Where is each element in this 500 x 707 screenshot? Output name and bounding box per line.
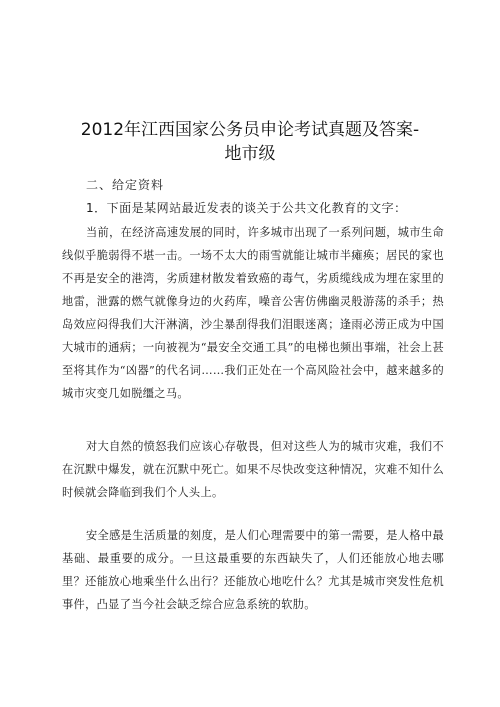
- paragraph-1: 当前，在经济高速发展的同时，许多城市出现了一系列问题，城市生命线似乎脆弱得不堪一击。一场不太大的雨雪就能让城市半瘫痪；居民的家也不再是安全的港湾，劣质建材散发着致癌的毒气，劣质缆线成为埋在家里的地雷，泄露的燃气就像身边的火药库，噪音公害仿佛幽灵般游荡的杀手；热岛效应闷得我们大汗淋漓，沙尘暴刮得我们泪眼迷离；逢雨必涝正成为中国大城市的通病；一向被视为“最安全交通工具”的电梯也频出事端，社会上甚至将其作为“凶器”的代名词……我们正处在一个高风险社会中，越来越多的城市灾变几如脱缰之马。: [62, 226, 444, 400]
- section-heading: 二、给定资料: [86, 178, 165, 192]
- document-title: [40, 118, 460, 166]
- paragraph-3: 安全感是生活质量的刻度，是人们心理需要中的第一需要，是人格中最基础、最重要的成分。一旦这最重要的东西缺失了，人们还能放心地去哪里？还能放心地乘坐什么出行？还能放心地吃什么？尤其是城市突发性危机事件，凸显了当今社会缺乏综合应急系统的软肋。: [62, 529, 444, 611]
- question-heading: 1．下面是某网站最近发表的谈关于公共文化教育的文字：: [86, 201, 407, 215]
- title-line-2: 地市级: [224, 144, 276, 164]
- title-line-1: 2012年江西国家公务员申论考试真题及答案-: [80, 120, 420, 140]
- paragraph-2: 对大自然的愤怒我们应该心存敬畏，但对这些人为的城市灾难，我们不在沉默中爆发，就在沉默中死亡。如果不尽快改变这种情况，灾难不知什么时候就会降临到我们个人头上。: [62, 440, 444, 499]
